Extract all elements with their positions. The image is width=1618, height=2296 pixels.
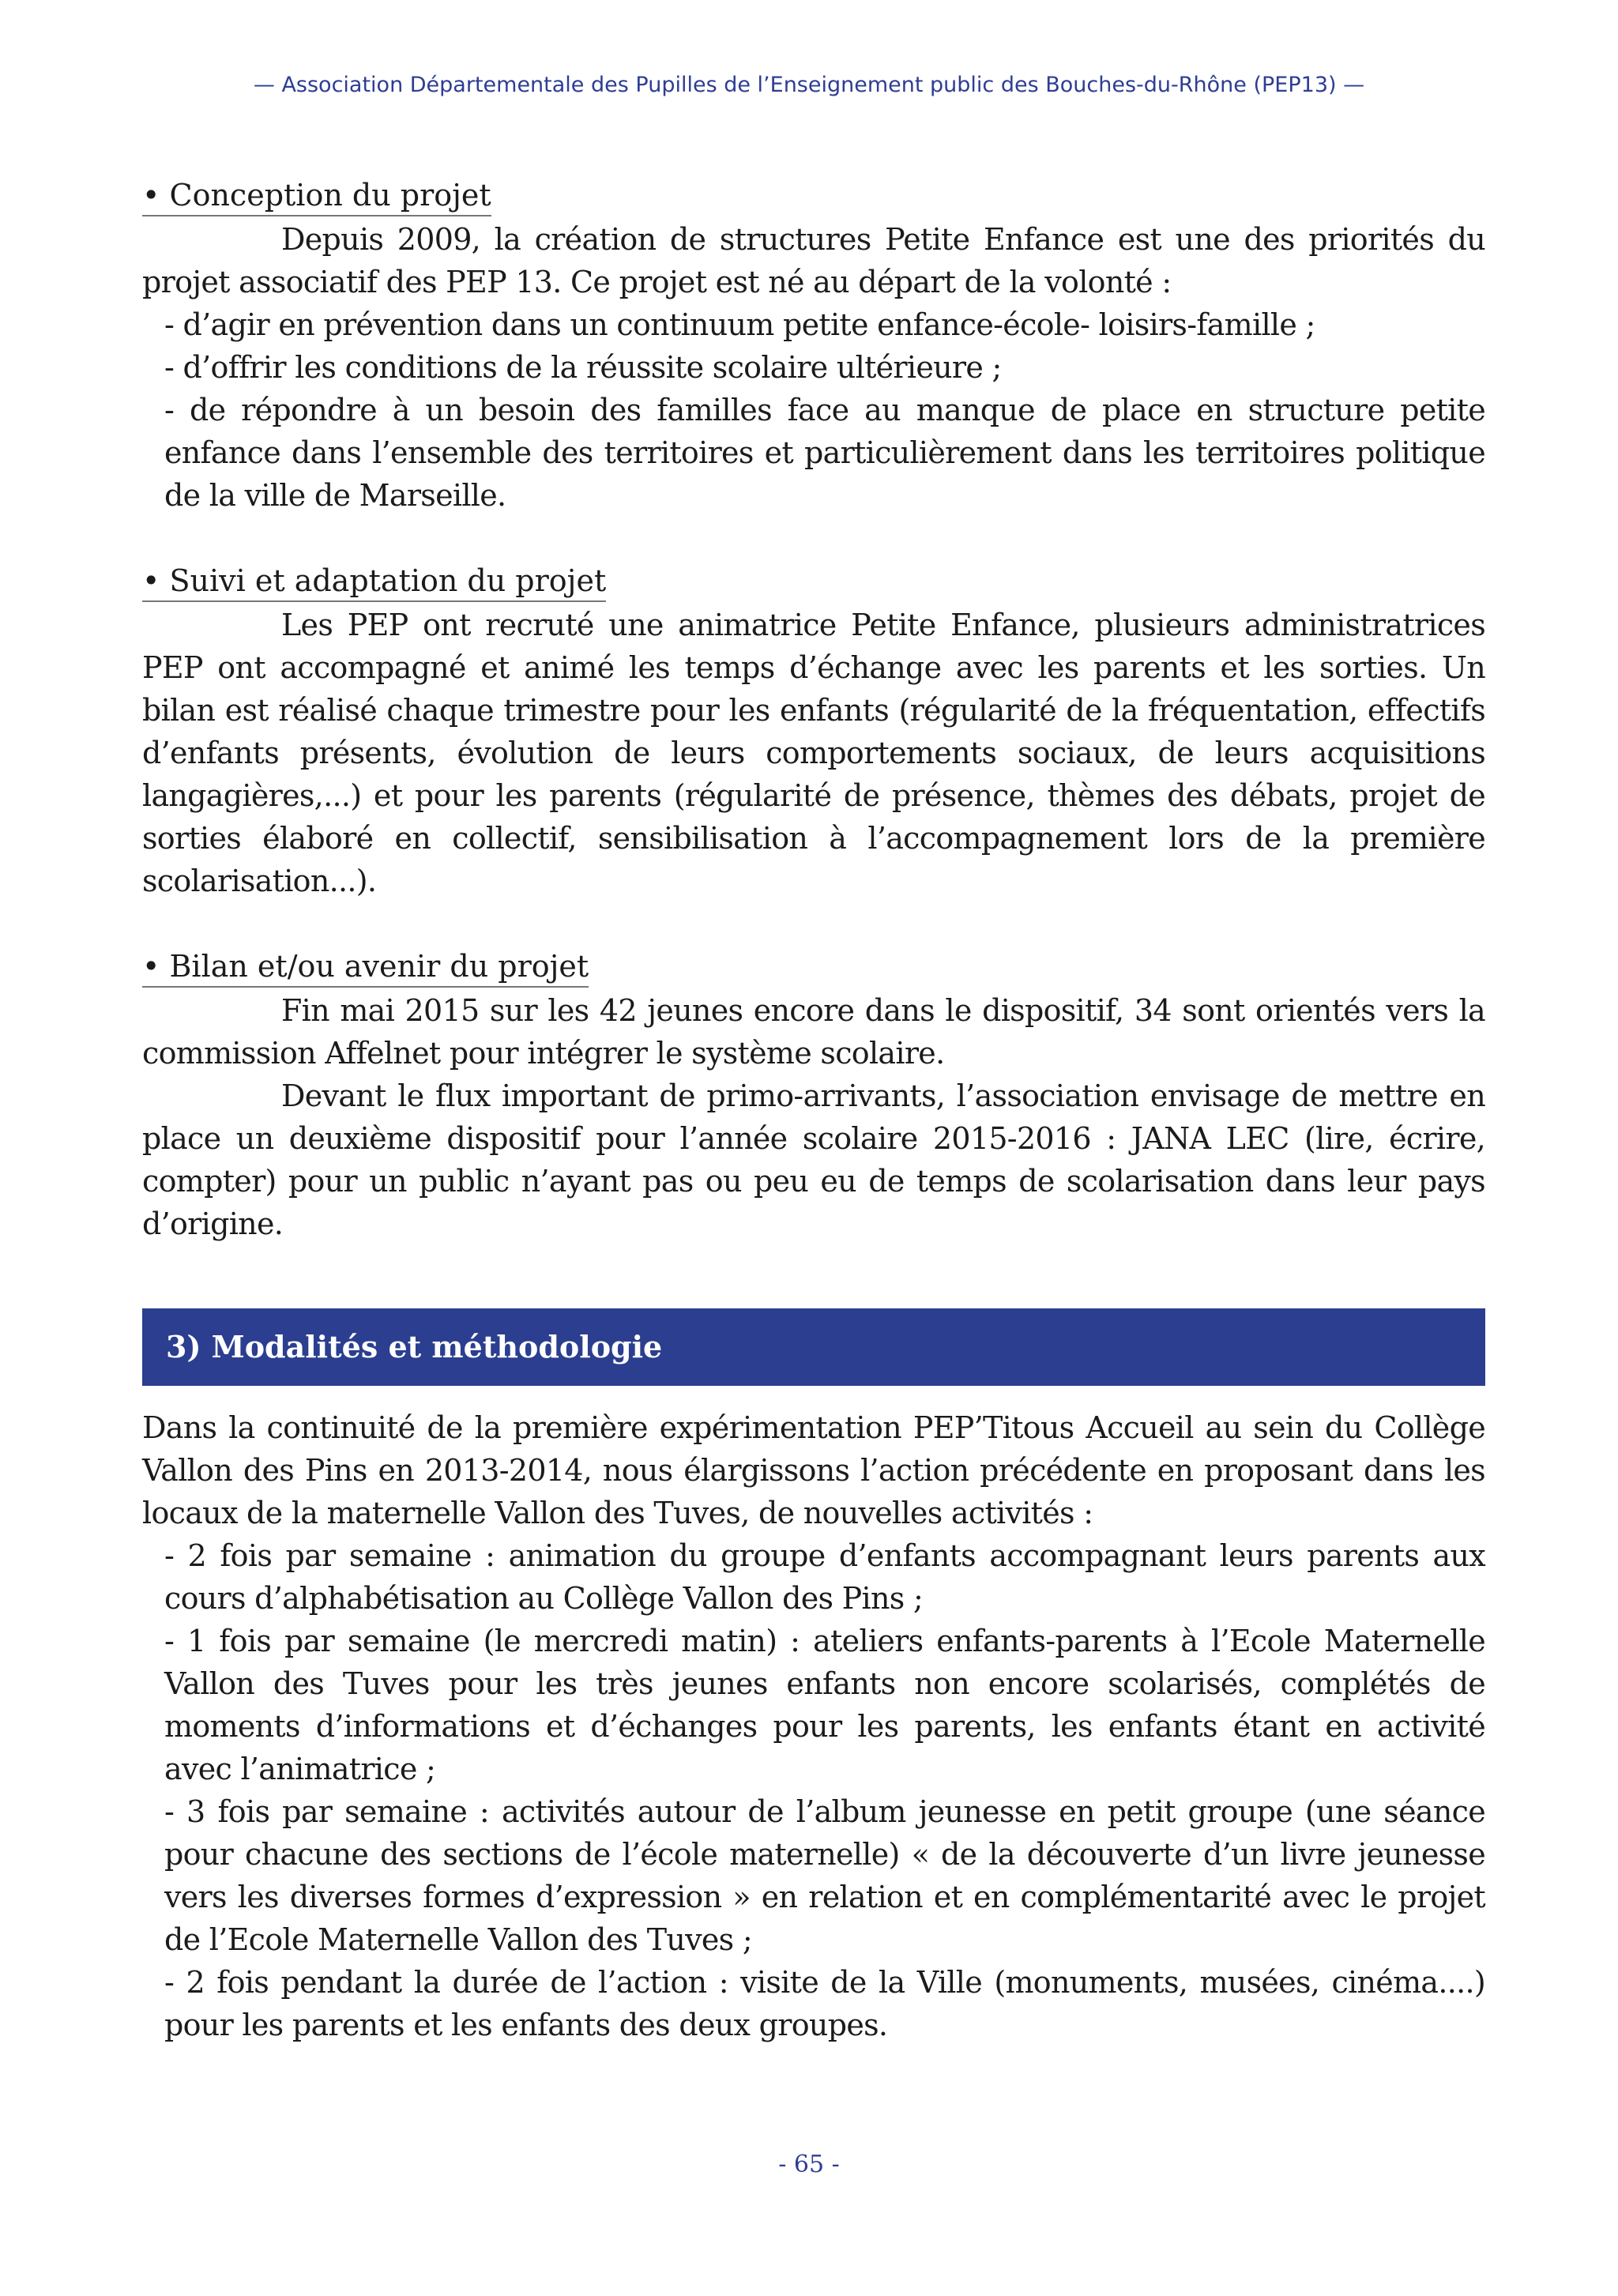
paragraph: Fin mai 2015 sur les 42 jeunes encore dans le dispositif, 34 sont orientés vers la commission Affelnet pour intégrer le système scolaire. <box>142 993 1485 1071</box>
page-number: - 65 - <box>778 2151 840 2178</box>
list-item: - 1 fois par semaine (le mercredi matin) : ateliers enfants-parents à l’Ecole Maternelle Vallon des Tuves pour les très jeunes enfants non encore scolarisés, complétés de moments d’informations et d’échanges pour les parents, les enfants étant en activité avec l’animatrice ; <box>164 1624 1485 1786</box>
section-suivi <box>142 559 1485 902</box>
method-content <box>142 1406 1485 2046</box>
list-item: - 2 fois pendant la durée de l’action : visite de la Ville (monuments, musées, cinéma....) pour les parents et les enfants des deux groupes. <box>164 1965 1485 2042</box>
paragraph: Depuis 2009, la création de structures Petite Enfance est une des priorités du projet associatif des PEP 13. Ce projet est né au départ de la volonté : <box>142 222 1485 299</box>
list-item: - de répondre à un besoin des familles face au manque de place en structure petite enfance dans l’ensemble des territoires et particulièrement dans les territoires politique de la ville de Marseille. <box>164 393 1485 513</box>
section-heading: • Conception du projet <box>142 175 491 216</box>
list-item: - d’agir en prévention dans un continuum petite enfance-école- loisirs-famille ; <box>164 307 1315 342</box>
list-item: - d’offrir les conditions de la réussite scolaire ultérieure ; <box>164 350 1002 385</box>
list-item: - 2 fois par semaine : animation du groupe d’enfants accompagnant leurs parents aux cours d’alphabétisation au Collège Vallon des Pins ; <box>164 1538 1485 1616</box>
activities-list <box>142 1534 1485 2046</box>
section-title-bar: 3) Modalités et méthodologie <box>142 1308 1485 1386</box>
bullet-list <box>142 303 1485 517</box>
section-conception <box>142 174 1485 517</box>
method-intro: Dans la continuité de la première expérimentation PEP’Titous Accueil au sein du Collège Vallon des Pins en 2013-2014, nous élargissons l’action précédente en proposant dans les locaux de la maternelle Vallon des Tuves, de nouvelles activités : <box>142 1410 1485 1530</box>
paragraph: Devant le flux important de primo-arrivants, l’association envisage de mettre en place un deuxième dispositif pour l’année scolaire 2015-2016 : JANA LEC (lire, écrire, compter) pour un public n’ayant pas ou peu eu de temps de scolarisation dans leur pays d’origine. <box>142 1078 1485 1241</box>
running-header: — Association Départementale des Pupilles de l’Enseignement public des Bouches-du-Rhône (PEP13) — <box>253 73 1365 97</box>
section-heading: • Bilan et/ou avenir du projet <box>142 947 589 988</box>
paragraph: Les PEP ont recruté une animatrice Petite Enfance, plusieurs administratrices PEP ont accompagné et animé les temps d’échange avec les parents et les sorties. Un bilan est réalisé chaque trimestre pour les enfants (régularité de la fréquentation, effectifs d’enfants présents, évolution de leurs comportements sociaux, de leurs acquisitions langagières,...) et pour les parents (régularité de présence, thèmes des débats, projet de sorties élaboré en collectif, sensibilisation à l’accompagnement lors de la première scolarisation...). <box>142 608 1485 898</box>
body-content <box>142 174 1485 1288</box>
section-bilan <box>142 945 1485 1245</box>
list-item: - 3 fois par semaine : activités autour de l’album jeunesse en petit groupe (une séance pour chacune des sections de l’école maternelle) « de la découverte d’un livre jeunesse vers les diverses formes d’expression » en relation et en complémentarité avec le projet de l’Ecole Maternelle Vallon des Tuves ; <box>164 1794 1485 1957</box>
section-heading: • Suivi et adaptation du projet <box>142 561 606 602</box>
